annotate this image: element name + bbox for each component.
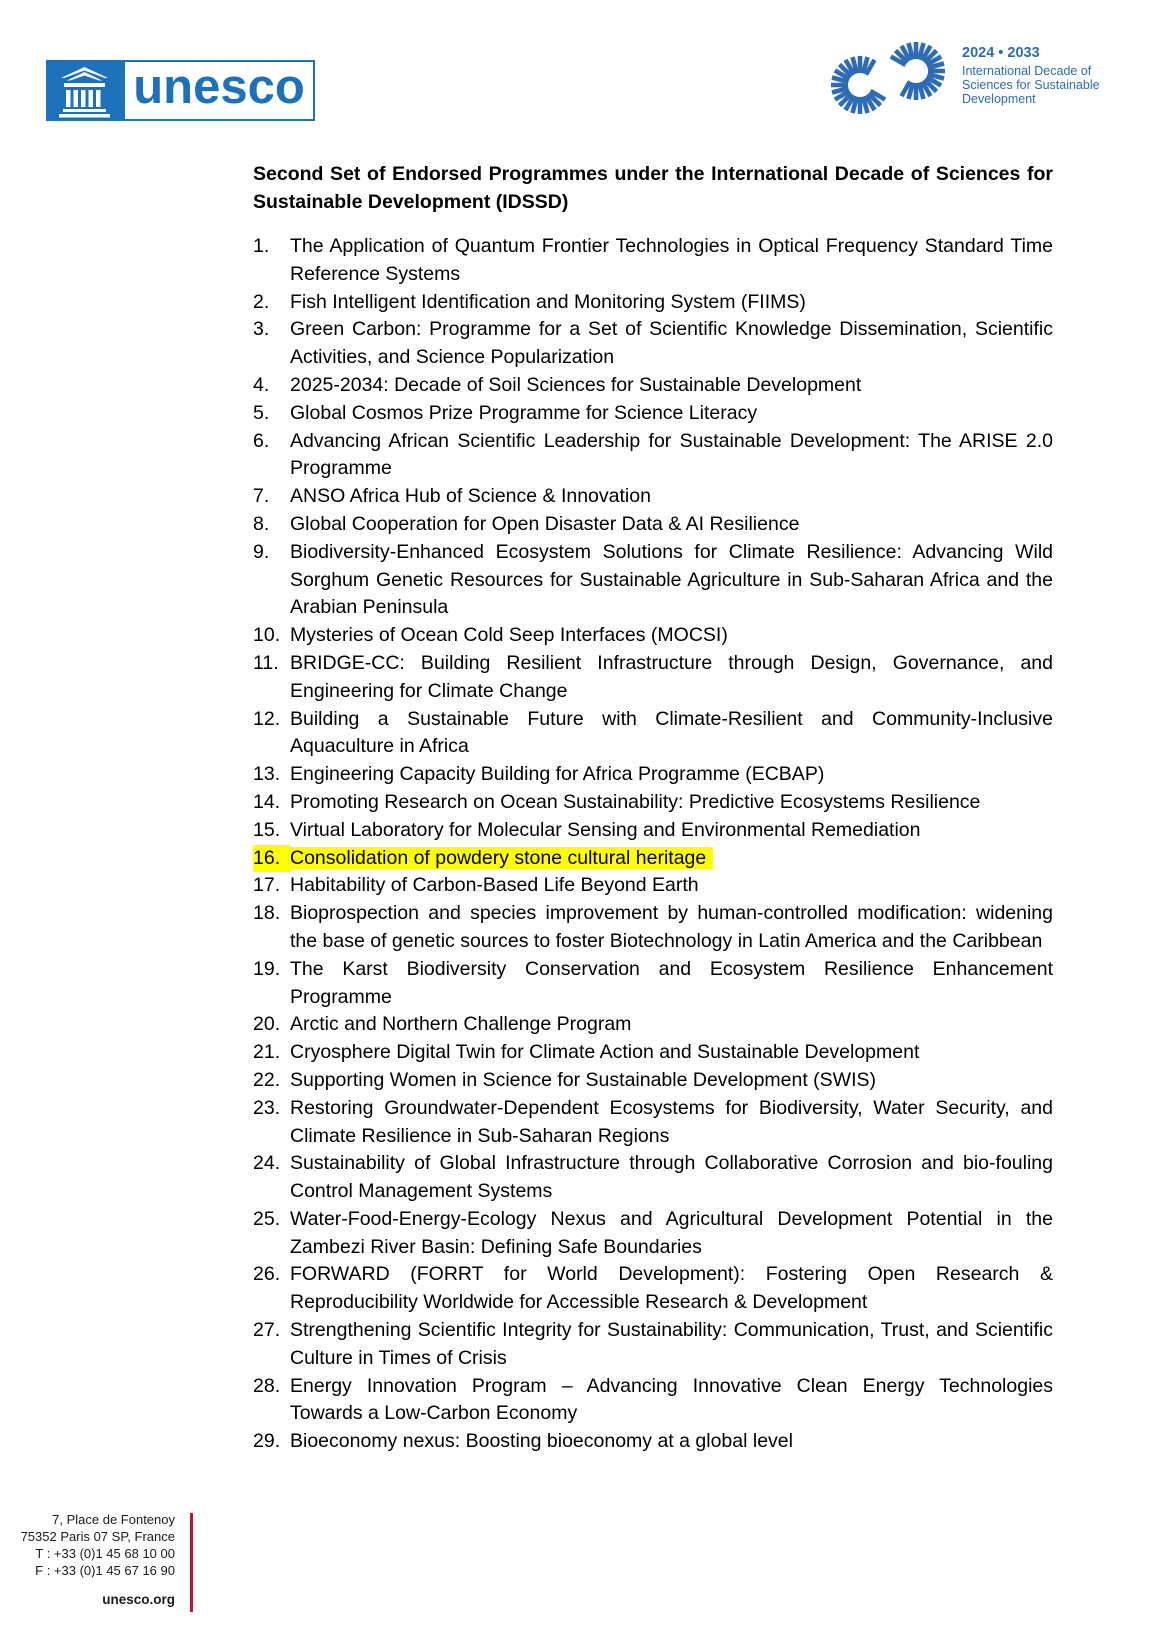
- programme-title-text: Bioprospection and species improvement by human-controlled modification: widening the base of genetic sources to foster Biotechnology in Latin America and the Caribbean: [290, 902, 1053, 952]
- programme-title-text: Arctic and Northern Challenge Program: [290, 1013, 632, 1036]
- unesco-wordmark-box: [123, 60, 315, 121]
- footer-address-line: 75352 Paris 07 SP, France: [20, 1529, 175, 1544]
- programme-item: [253, 539, 1053, 622]
- programme-item: [253, 1095, 1053, 1151]
- idssd-text-line: International Decade of: [962, 64, 1092, 78]
- programme-title-text: 2025-2034: Decade of Soil Sciences for Sustainable Development: [290, 373, 862, 396]
- programme-number: 20.: [253, 1013, 281, 1036]
- idssd-text-line: Sciences for Sustainable: [962, 78, 1100, 92]
- idssd-sunburst-icon: [828, 40, 948, 118]
- programme-title-text: Global Cooperation for Open Disaster Data & AI Resilience: [290, 512, 800, 535]
- programme-number: 17.: [253, 874, 281, 897]
- programme-item: [253, 1428, 1053, 1456]
- programme-title-text: Strengthening Scientific Integrity for Sustainability: Communication, Trust, and Scientific Culture in Times of Crisis: [290, 1319, 1053, 1369]
- unesco-wordmark: unesco: [133, 60, 305, 114]
- document-title: Second Set of Endorsed Programmes under the International Decade of Sciences for Sustainable Development (IDSSD): [253, 163, 1053, 213]
- programme-item: [253, 872, 1053, 900]
- programme-number: 23.: [253, 1096, 281, 1119]
- footer-address-line: 7, Place de Fontenoy: [52, 1512, 175, 1527]
- programme-number: 11.: [253, 651, 279, 674]
- programme-title-text: Consolidation of powdery stone cultural heritage: [290, 847, 713, 869]
- programme-number: 9.: [253, 540, 270, 563]
- programme-number: 21.: [253, 1041, 281, 1064]
- programme-number: 18.: [253, 902, 281, 925]
- programme-item: [253, 233, 1053, 289]
- programme-number: 10.: [253, 624, 281, 647]
- programme-list: [253, 233, 1053, 1456]
- programme-item: [253, 789, 1053, 817]
- programme-title-text: Bioeconomy nexus: Boosting bioeconomy at a global level: [290, 1430, 793, 1453]
- programme-number: 2.: [253, 290, 270, 313]
- programme-title-text: The Application of Quantum Frontier Technologies in Optical Frequency Standard Time Reference Systems: [290, 235, 1053, 285]
- programme-item: [253, 400, 1053, 428]
- idssd-logo-text: [962, 40, 1100, 106]
- programme-item: [253, 1150, 1053, 1206]
- programme-title-text: Building a Sustainable Future with Climate-Resilient and Community-Inclusive Aquaculture in Africa: [290, 707, 1053, 758]
- programme-number: 25.: [253, 1207, 281, 1230]
- idssd-text-line: Development: [962, 92, 1036, 106]
- programme-title-text: Advancing African Scientific Leadership for Sustainable Development: The ARISE 2.0 Programme: [290, 429, 1053, 480]
- programme-number: 4.: [253, 373, 270, 396]
- programme-item: [253, 511, 1053, 539]
- programme-item: [253, 1067, 1053, 1095]
- programme-number: 8.: [253, 512, 270, 535]
- programme-title-text: FORWARD (FORRT for World Development): Fostering Open Research & Reproducibility Worldwide for Accessible Research & Development: [290, 1263, 1053, 1314]
- programme-title-text: Restoring Groundwater-Dependent Ecosystems for Biodiversity, Water Security, and Climate Resilience in Sub-Saharan Regions: [290, 1096, 1053, 1147]
- footer-address: [0, 1511, 175, 1579]
- programme-number: 29.: [253, 1430, 281, 1453]
- programme-title-text: Promoting Research on Ocean Sustainability: Predictive Ecosystems Resilience: [290, 790, 981, 813]
- footer-address-line: F : +33 (0)1 45 67 16 90: [35, 1563, 175, 1578]
- programme-number: 7.: [253, 485, 270, 508]
- programme-number: 1.: [253, 235, 270, 257]
- programme-title-text: Engineering Capacity Building for Africa Programme (ECBAP): [290, 763, 825, 786]
- programme-item: [253, 289, 1053, 317]
- programme-item-highlighted: [253, 845, 1053, 873]
- programme-number: 6.: [253, 429, 270, 452]
- programme-number: 14.: [253, 790, 281, 813]
- programme-title-text: Global Cosmos Prize Programme for Science Literacy: [290, 401, 758, 424]
- programme-title-text: Sustainability of Global Infrastructure through Collaborative Corrosion and bio-fouling Control Management Systems: [290, 1152, 1053, 1203]
- programme-item: [253, 372, 1053, 400]
- programme-number: 26.: [253, 1263, 281, 1286]
- idssd-logo: [828, 40, 1100, 118]
- programme-item: [253, 1039, 1053, 1067]
- programme-number: 27.: [253, 1319, 281, 1342]
- programme-number: 24.: [253, 1152, 281, 1175]
- programme-item: [253, 622, 1053, 650]
- programme-item: [253, 956, 1053, 1012]
- programme-title-text: Supporting Women in Science for Sustainable Development (SWIS): [290, 1068, 877, 1091]
- programme-title-text: ANSO Africa Hub of Science & Innovation: [290, 485, 651, 508]
- footer-address-line: T : +33 (0)1 45 68 10 00: [35, 1546, 175, 1561]
- programme-title-text: Cryosphere Digital Twin for Climate Action and Sustainable Development: [290, 1041, 920, 1064]
- programme-title-text: Green Carbon: Programme for a Set of Scientific Knowledge Dissemination, Scientific Activities, and Science Popularization: [290, 318, 1053, 369]
- programme-title-text: BRIDGE-CC: Building Resilient Infrastructure through Design, Governance, and Engineering for Climate Change: [290, 651, 1053, 702]
- programme-item: [253, 650, 1053, 706]
- unesco-temple-icon: [46, 60, 123, 121]
- programme-title-text: Virtual Laboratory for Molecular Sensing and Environmental Remediation: [290, 818, 921, 841]
- programme-number: 16.: [253, 845, 290, 873]
- programme-item: [253, 316, 1053, 372]
- programme-title-text: The Karst Biodiversity Conservation and Ecosystem Resilience Enhancement Programme: [290, 957, 1053, 1008]
- programme-item: [253, 761, 1053, 789]
- footer-website: unesco.org: [102, 1592, 175, 1607]
- programme-title-text: Habitability of Carbon-Based Life Beyond Earth: [290, 874, 699, 897]
- programme-title-text: Fish Intelligent Identification and Monitoring System (FIIMS): [290, 290, 806, 313]
- programme-number: 19.: [253, 957, 281, 980]
- programme-number: 15.: [253, 818, 281, 841]
- programme-title-text: Energy Innovation Program – Advancing Innovative Clean Energy Technologies Towards a Low-Carbon Economy: [290, 1374, 1053, 1425]
- footer-red-line: [190, 1513, 193, 1612]
- programme-item: [253, 1317, 1053, 1373]
- programme-title-text: Biodiversity-Enhanced Ecosystem Solutions for Climate Resilience: Advancing Wild Sorghum Genetic Resources for Sustainable Agriculture in Sub-Saharan Africa and the Arabian Peninsula: [290, 540, 1053, 619]
- unesco-logo: [46, 60, 315, 121]
- programme-number: 5.: [253, 401, 270, 424]
- programme-item: [253, 1206, 1053, 1262]
- programme-item: [253, 900, 1053, 956]
- programme-number: 13.: [253, 763, 281, 786]
- programme-item: [253, 483, 1053, 511]
- programme-title-text: Water-Food-Energy-Ecology Nexus and Agricultural Development Potential in the Zambezi River Basin: Defining Safe Boundaries: [290, 1207, 1053, 1258]
- programme-item: [253, 1373, 1053, 1429]
- programme-title-text: Mysteries of Ocean Cold Seep Interfaces (MOCSI): [290, 624, 728, 647]
- programme-number: 12.: [253, 707, 281, 730]
- programme-number: 28.: [253, 1374, 281, 1397]
- idssd-years: 2024 • 2033: [962, 45, 1040, 61]
- programme-item: [253, 817, 1053, 845]
- unesco-temple-box: [46, 60, 123, 121]
- programme-number: 22.: [253, 1068, 281, 1091]
- programme-item: [253, 1011, 1053, 1039]
- programme-item: [253, 428, 1053, 484]
- programme-item: [253, 1261, 1053, 1317]
- programme-item: [253, 706, 1053, 762]
- programme-number: 3.: [253, 318, 270, 341]
